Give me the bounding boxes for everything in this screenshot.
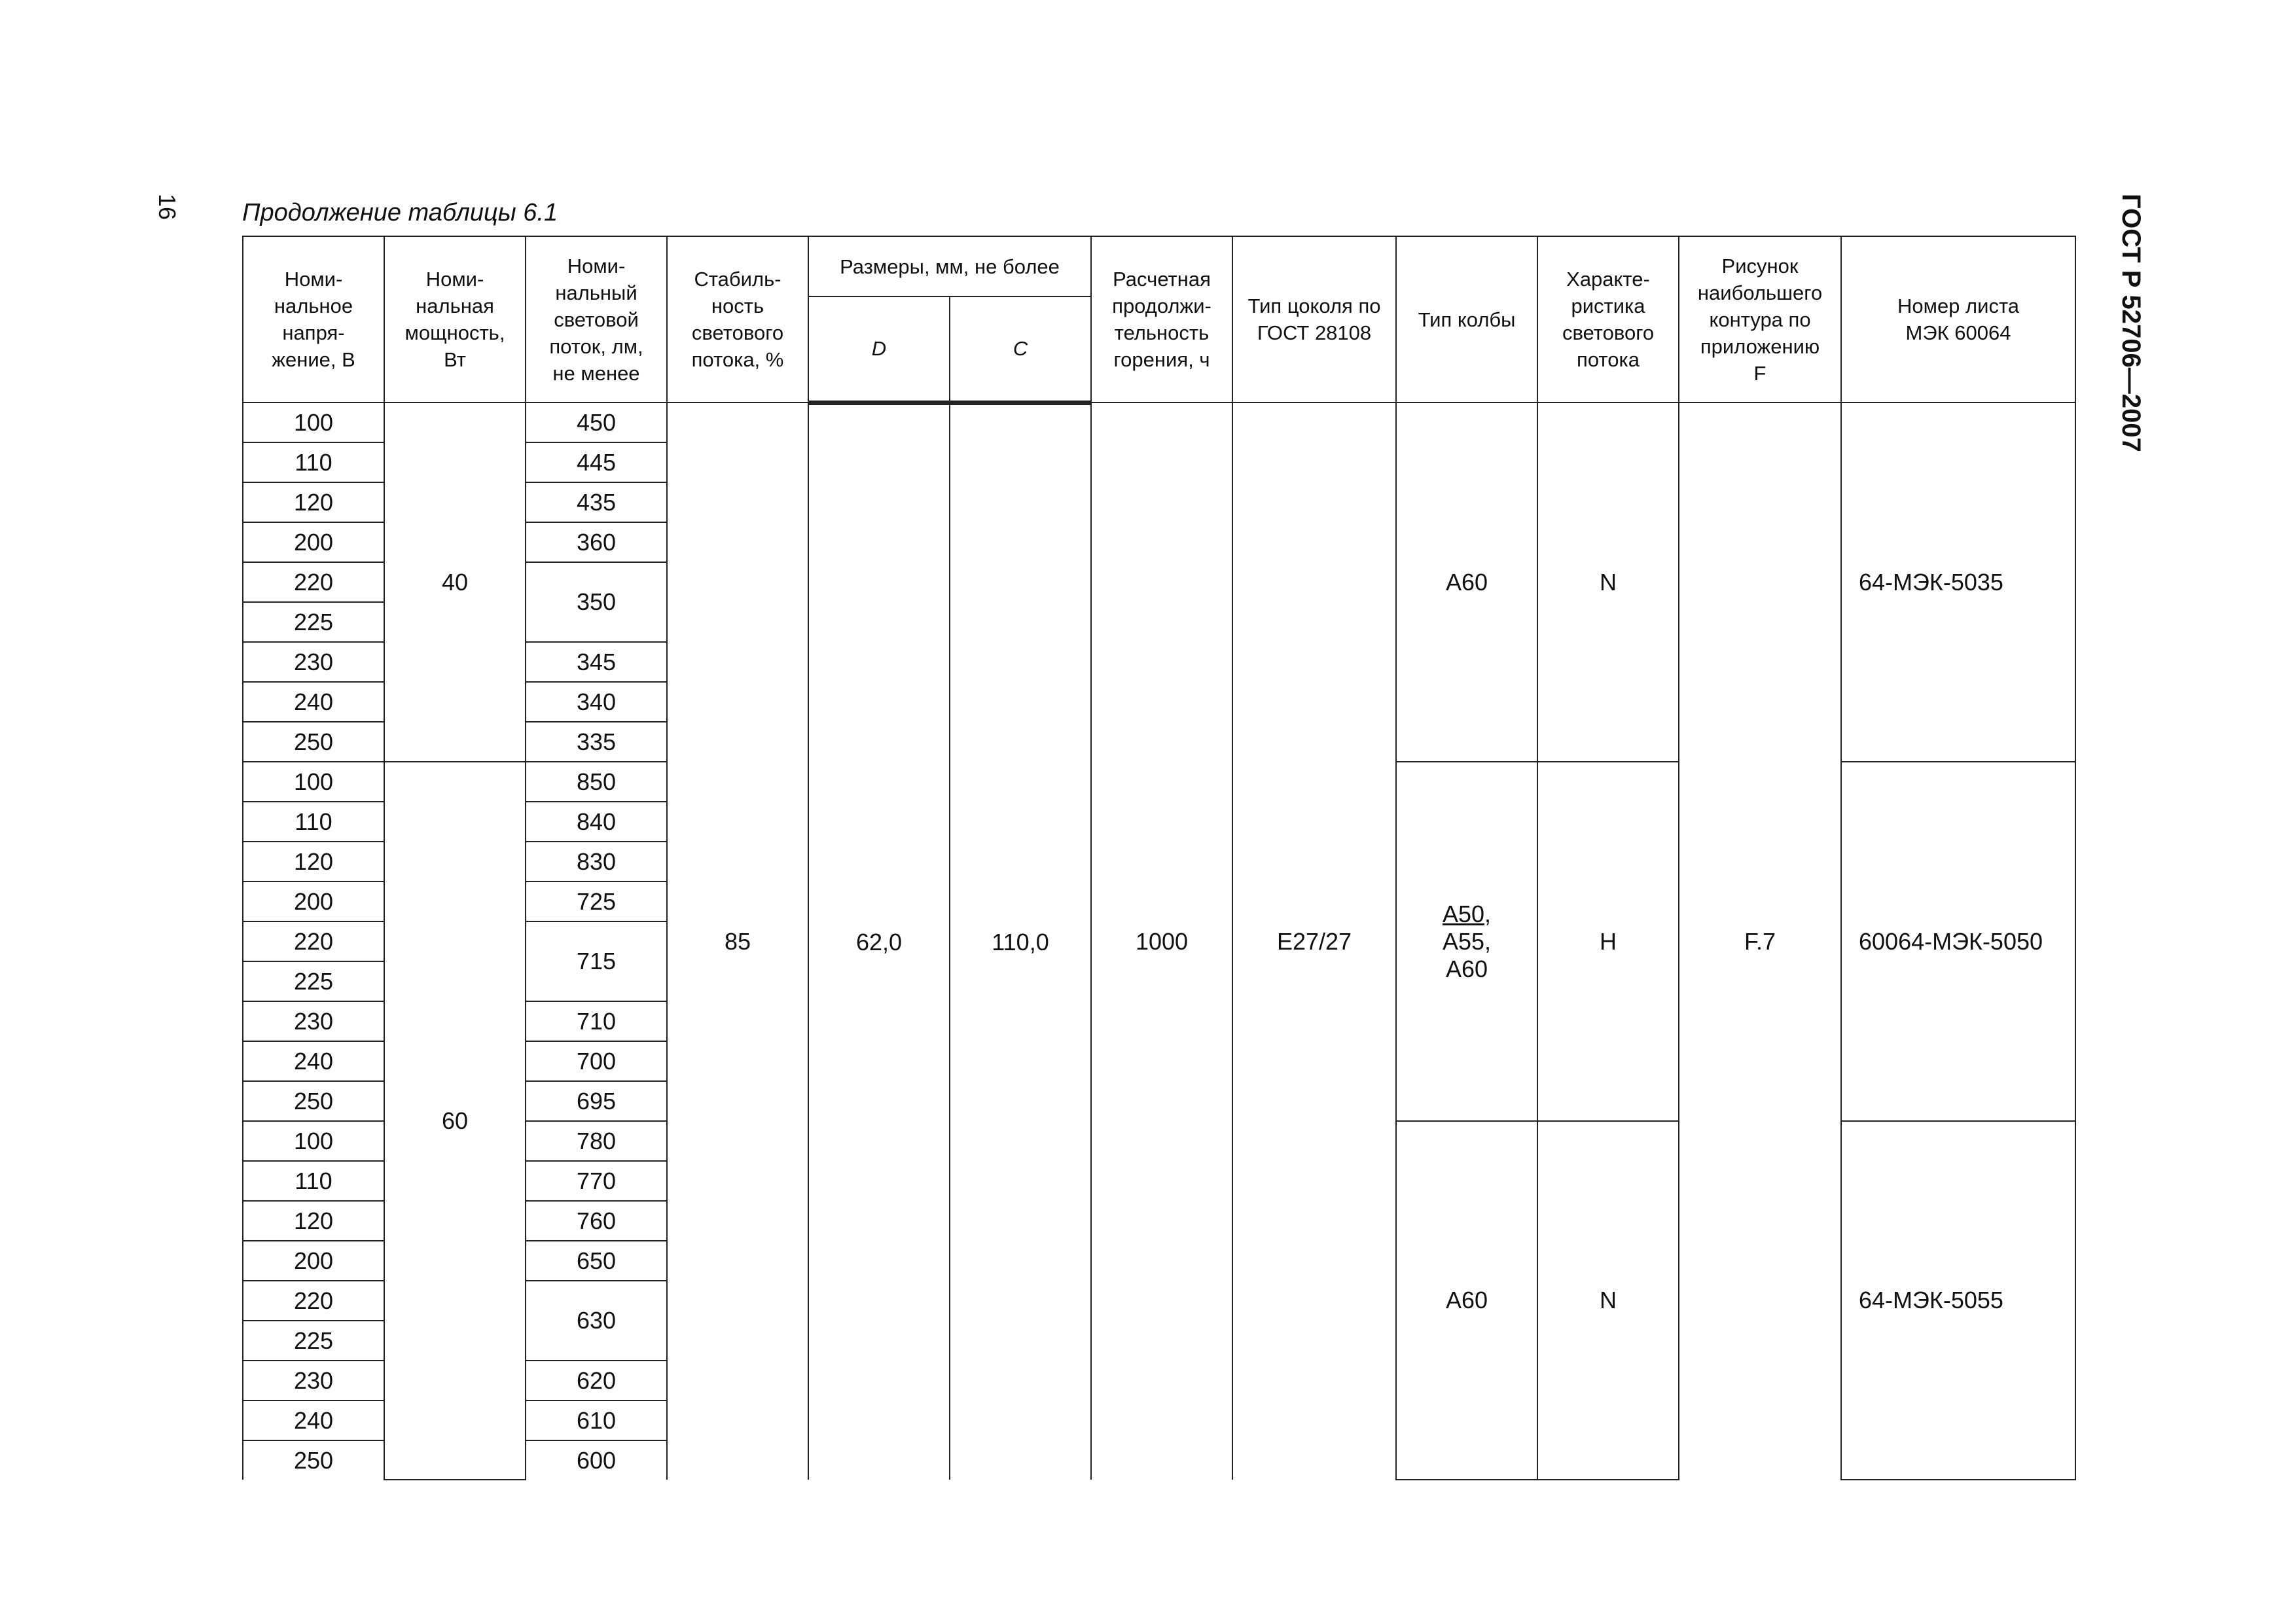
header-bulb: Тип колбы [1396, 236, 1537, 402]
flux-cell: 830 [526, 842, 667, 882]
voltage-cell: 200 [243, 882, 384, 921]
voltage-cell: 220 [243, 1281, 384, 1321]
voltage-cell: 220 [243, 562, 384, 602]
voltage-cell: 110 [243, 802, 384, 842]
flux-cell: 650 [526, 1241, 667, 1281]
voltage-cell: 250 [243, 1081, 384, 1121]
header-dim-d: D [808, 296, 950, 402]
flux-cell: 760 [526, 1201, 667, 1241]
dim-c-cell: 110,0 [950, 402, 1091, 1480]
cap-cell: E27/27 [1232, 402, 1396, 1480]
voltage-cell: 110 [243, 442, 384, 482]
voltage-cell: 225 [243, 961, 384, 1001]
life-cell: 1000 [1091, 402, 1232, 1480]
voltage-cell: 250 [243, 1440, 384, 1480]
voltage-cell: 100 [243, 1121, 384, 1161]
flux-cell: 715 [526, 921, 667, 1001]
flux-char-cell: N [1537, 1121, 1679, 1480]
page-number: 16 [154, 194, 181, 221]
header-sheet: Номер листа МЭК 60064 [1841, 236, 2075, 402]
voltage-cell: 225 [243, 602, 384, 642]
flux-cell: 345 [526, 642, 667, 682]
voltage-cell: 240 [243, 682, 384, 722]
flux-char-cell: N [1537, 402, 1679, 762]
bulb-cell: A60 [1396, 1121, 1537, 1480]
header-cap: Тип цоколя по ГОСТ 28108 [1232, 236, 1396, 402]
flux-cell: 350 [526, 562, 667, 642]
voltage-cell: 240 [243, 1400, 384, 1440]
flux-cell: 780 [526, 1121, 667, 1161]
voltage-cell: 220 [243, 921, 384, 961]
voltage-cell: 230 [243, 642, 384, 682]
flux-cell: 450 [526, 402, 667, 442]
header-life: Расчетная продолжи- тельность горения, ч [1091, 236, 1232, 402]
flux-cell: 710 [526, 1001, 667, 1041]
bulb-cell: A60 [1396, 402, 1537, 762]
flux-cell: 445 [526, 442, 667, 482]
header-flux: Номи- нальный световой поток, лм, не менее [526, 236, 667, 402]
stability-cell: 85 [667, 402, 808, 1480]
flux-cell: 840 [526, 802, 667, 842]
voltage-cell: 225 [243, 1321, 384, 1361]
voltage-cell: 100 [243, 402, 384, 442]
flux-cell: 335 [526, 722, 667, 762]
flux-cell: 700 [526, 1041, 667, 1081]
header-stability: Стабиль- ность светового потока, % [667, 236, 808, 402]
flux-cell: 695 [526, 1081, 667, 1121]
voltage-cell: 200 [243, 522, 384, 562]
flux-cell: 770 [526, 1161, 667, 1201]
header-dim-c: C [950, 296, 1091, 402]
voltage-cell: 200 [243, 1241, 384, 1281]
voltage-cell: 100 [243, 762, 384, 802]
bulb-cell: A50, A55, A60 [1396, 762, 1537, 1121]
flux-cell: 340 [526, 682, 667, 722]
flux-cell: 360 [526, 522, 667, 562]
voltage-cell: 120 [243, 842, 384, 882]
voltage-cell: 120 [243, 1201, 384, 1241]
table-caption: Продолжение таблицы 6.1 [242, 199, 558, 226]
voltage-cell: 250 [243, 722, 384, 762]
flux-cell: 620 [526, 1361, 667, 1400]
contour-cell: F.7 [1679, 402, 1841, 1480]
flux-char-cell: H [1537, 762, 1679, 1121]
document-code: ГОСТ Р 52706—2007 [2117, 194, 2145, 452]
flux-cell: 725 [526, 882, 667, 921]
header-power: Номи- нальная мощность, Вт [384, 236, 526, 402]
flux-cell: 610 [526, 1400, 667, 1440]
sheet-cell: 64-МЭК-5035 [1841, 402, 2075, 762]
dim-d-cell: 62,0 [808, 402, 950, 1480]
voltage-cell: 230 [243, 1361, 384, 1400]
flux-cell: 850 [526, 762, 667, 802]
header-voltage: Номи- нальное напря- жение, В [243, 236, 384, 402]
flux-cell: 435 [526, 482, 667, 522]
flux-cell: 600 [526, 1440, 667, 1480]
header-dimensions: Размеры, мм, не более [808, 236, 1091, 296]
header-flux-char: Характе- ристика светового потока [1537, 236, 1679, 402]
sheet-cell: 60064-МЭК-5050 [1841, 762, 2075, 1121]
voltage-cell: 240 [243, 1041, 384, 1081]
sheet-cell: 64-МЭК-5055 [1841, 1121, 2075, 1480]
voltage-cell: 120 [243, 482, 384, 522]
power-cell: 60 [384, 762, 526, 1480]
specs-table [242, 236, 2076, 1480]
voltage-cell: 110 [243, 1161, 384, 1201]
power-cell: 40 [384, 402, 526, 762]
flux-cell: 630 [526, 1281, 667, 1361]
voltage-cell: 230 [243, 1001, 384, 1041]
header-contour: Рисунок наибольшего контура по приложению F [1679, 236, 1841, 402]
